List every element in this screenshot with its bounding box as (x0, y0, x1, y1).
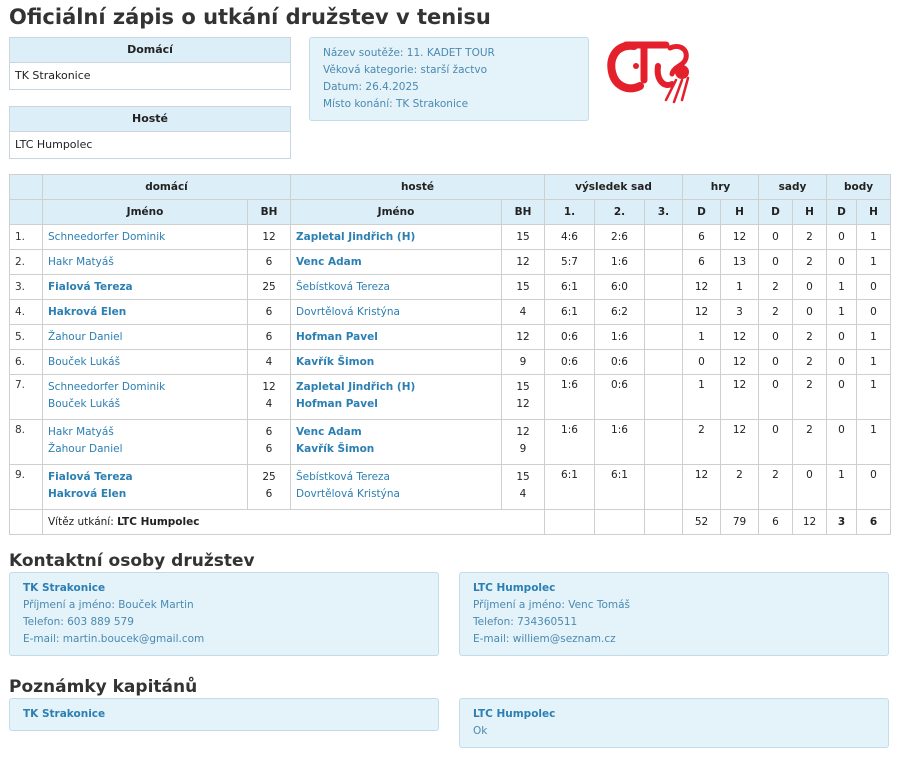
guest-players-cell (291, 225, 502, 250)
total-points-d: 3 (827, 510, 857, 535)
points-h: 1 (857, 325, 891, 350)
home-player-name: Fialová Tereza (48, 280, 133, 293)
points-h: 0 (857, 275, 891, 300)
row-number: 5. (10, 325, 43, 350)
sets-d: 0 (759, 325, 793, 350)
set3-score (645, 350, 683, 375)
home-player-name: Žahour Daniel (48, 443, 123, 455)
games-d: 12 (683, 275, 721, 300)
match-date: Datum: 26.4.2025 (323, 81, 419, 93)
set1-score: 1:6 (545, 375, 595, 420)
points-h: 1 (857, 225, 891, 250)
points-d: 1 (827, 300, 857, 325)
home-players-cell (43, 325, 248, 350)
guest-player-bh: 9 (519, 443, 527, 455)
home-bh-cell (248, 300, 291, 325)
home-players-cell (43, 275, 248, 300)
games-d: 1 (683, 375, 721, 420)
points-header: body (827, 175, 891, 200)
home-player-name: Hakrová Elen (48, 488, 127, 500)
guest-player-name: Dovrtělová Kristýna (296, 305, 400, 318)
games-d: 12 (683, 300, 721, 325)
set2-score: 6:2 (595, 300, 645, 325)
winner-label: Vítěz utkání: (48, 516, 114, 528)
guest-players-cell (291, 275, 502, 300)
sets-d: 0 (759, 225, 793, 250)
guest-player-name: Hofman Pavel (296, 330, 378, 343)
match-results-table (9, 174, 891, 535)
row-number: 6. (10, 350, 43, 375)
guest-player-name: Zapletal Jindřich (H) (296, 381, 416, 393)
sets-h: 2 (793, 350, 827, 375)
guest-player-bh: 4 (519, 488, 527, 500)
table-row (10, 275, 891, 300)
games-h: 12 (721, 375, 759, 420)
guest-player-bh: 9 (519, 355, 527, 368)
home-player-name: Hakrová Elen (48, 305, 127, 318)
set2-score: 1:6 (595, 420, 645, 465)
guest-player-bh: 12 (516, 255, 530, 268)
sets-h: 2 (793, 225, 827, 250)
home-bh-cell (248, 225, 291, 250)
guest-player-bh: 15 (516, 471, 530, 483)
home-player-bh: 6 (265, 443, 273, 455)
set1-score: 5:7 (545, 250, 595, 275)
home-player-bh: 6 (265, 488, 273, 500)
points-d: 1 (827, 275, 857, 300)
points-d: 0 (827, 225, 857, 250)
home-players-cell (43, 420, 248, 465)
sets-h: 2 (793, 325, 827, 350)
set1-score: 0:6 (545, 350, 595, 375)
guest-players-cell (291, 375, 502, 420)
home-bh-cell (248, 465, 291, 510)
guest-bh-cell (502, 465, 545, 510)
sets-d-header: D (759, 200, 793, 225)
points-d: 0 (827, 325, 857, 350)
home-players-cell (43, 350, 248, 375)
games-d: 2 (683, 420, 721, 465)
guest-player-bh: 4 (519, 305, 527, 318)
guest-player-name: Šebístková Tereza (296, 471, 390, 483)
guest-player-name: Venc Adam (296, 255, 362, 268)
table-row (10, 225, 891, 250)
set1-score: 0:6 (545, 325, 595, 350)
set2-score: 1:6 (595, 325, 645, 350)
guest-bh-cell (502, 350, 545, 375)
games-h: 12 (721, 325, 759, 350)
home-player-bh: 4 (265, 355, 273, 368)
row-number: 8. (10, 420, 43, 465)
home-notes-box (9, 698, 439, 731)
games-d: 1 (683, 325, 721, 350)
set3-score (645, 275, 683, 300)
set2-score: 0:6 (595, 350, 645, 375)
totals-blank (10, 510, 43, 535)
row-number: 3. (10, 275, 43, 300)
home-contact-team: TK Strakonice (23, 582, 106, 594)
home-team-header: Domácí (10, 38, 290, 63)
guest-team-box (9, 106, 291, 159)
sets-d: 0 (759, 250, 793, 275)
set1-score: 1:6 (545, 420, 595, 465)
home-bh-cell (248, 350, 291, 375)
table-row (10, 465, 891, 510)
home-players-cell (43, 465, 248, 510)
age-category: Věková kategorie: starší žactvo (323, 64, 488, 76)
sets-header: sady (759, 175, 827, 200)
total-games-h: 79 (721, 510, 759, 535)
contacts-title: Kontaktní osoby družstev (9, 551, 255, 571)
totals-row (10, 510, 891, 535)
home-players-cell (43, 300, 248, 325)
games-d: 6 (683, 250, 721, 275)
guest-bh-cell (502, 300, 545, 325)
home-team-box (9, 37, 291, 90)
winner-cell (43, 510, 545, 535)
corner-cell (10, 200, 43, 225)
row-number: 9. (10, 465, 43, 510)
guest-contact-email: E-mail: williem@seznam.cz (473, 633, 616, 645)
guest-player-bh: 15 (516, 381, 530, 393)
guest-bh-cell (502, 420, 545, 465)
guest-bh-cell (502, 375, 545, 420)
table-row (10, 420, 891, 465)
guest-bh-header: BH (502, 200, 545, 225)
sets-d: 0 (759, 375, 793, 420)
set3-score (645, 300, 683, 325)
guest-players-cell (291, 250, 502, 275)
set2-score: 1:6 (595, 250, 645, 275)
total-games-d: 52 (683, 510, 721, 535)
row-number: 2. (10, 250, 43, 275)
points-h: 0 (857, 465, 891, 510)
set1-score: 6:1 (545, 300, 595, 325)
guest-contact-team: LTC Humpolec (473, 582, 556, 594)
guest-player-bh: 12 (516, 330, 530, 343)
sets-h: 2 (793, 420, 827, 465)
points-d: 0 (827, 375, 857, 420)
set3-score (645, 225, 683, 250)
home-player-bh: 6 (265, 305, 273, 318)
set3-score (645, 375, 683, 420)
guest-players-cell (291, 465, 502, 510)
set2-header: 2. (595, 200, 645, 225)
match-venue: Místo konání: TK Strakonice (323, 98, 469, 110)
table-row (10, 325, 891, 350)
home-player-bh: 12 (262, 381, 276, 393)
points-h: 1 (857, 350, 891, 375)
guest-player-name: Venc Adam (296, 426, 362, 438)
games-d-header: D (683, 200, 721, 225)
sets-h: 0 (793, 300, 827, 325)
totals-blank (645, 510, 683, 535)
ctenis-logo (606, 36, 696, 104)
set3-score (645, 465, 683, 510)
winner-name: LTC Humpolec (117, 516, 200, 528)
table-row (10, 350, 891, 375)
sets-h: 2 (793, 375, 827, 420)
home-bh-cell (248, 375, 291, 420)
sets-result-header: výsledek sad (545, 175, 683, 200)
guest-player-bh: 12 (516, 398, 530, 410)
home-name-header: Jméno (43, 200, 248, 225)
games-h-header: H (721, 200, 759, 225)
home-player-name: Bouček Lukáš (48, 398, 121, 410)
sets-d: 2 (759, 465, 793, 510)
home-player-bh: 25 (262, 280, 276, 293)
home-bh-cell (248, 275, 291, 300)
guest-contact-box (459, 572, 889, 656)
competition-name: Název soutěže: 11. KADET TOUR (323, 47, 495, 59)
games-h: 1 (721, 275, 759, 300)
guest-bh-cell (502, 325, 545, 350)
home-players-cell (43, 375, 248, 420)
guest-notes-team: LTC Humpolec (473, 708, 556, 720)
home-player-bh: 6 (265, 426, 273, 438)
games-d: 12 (683, 465, 721, 510)
page-title: Oficiální zápis o utkání družstev v tenisu (9, 5, 491, 29)
totals-blank (595, 510, 645, 535)
sets-h-header: H (793, 200, 827, 225)
set1-score: 4:6 (545, 225, 595, 250)
points-h: 1 (857, 375, 891, 420)
notes-title: Poznámky kapitánů (9, 677, 198, 697)
games-h: 2 (721, 465, 759, 510)
set3-score (645, 250, 683, 275)
home-player-name: Hakr Matyáš (48, 255, 114, 268)
guest-player-name: Kavřík Šimon (296, 355, 375, 368)
guest-players-cell (291, 420, 502, 465)
games-d: 0 (683, 350, 721, 375)
row-number: 1. (10, 225, 43, 250)
home-group-header: domácí (43, 175, 291, 200)
home-bh-cell (248, 250, 291, 275)
games-h: 12 (721, 225, 759, 250)
guest-contact-phone: Telefon: 734360511 (473, 616, 578, 628)
sets-d: 2 (759, 300, 793, 325)
guest-bh-cell (502, 250, 545, 275)
sets-h: 2 (793, 250, 827, 275)
home-notes-team: TK Strakonice (23, 708, 106, 720)
totals-blank (545, 510, 595, 535)
corner-cell (10, 175, 43, 200)
guest-notes-box (459, 698, 889, 748)
guest-player-bh: 15 (516, 280, 530, 293)
sets-h: 0 (793, 275, 827, 300)
guest-bh-cell (502, 275, 545, 300)
sets-d: 2 (759, 275, 793, 300)
home-player-bh: 6 (265, 330, 273, 343)
guest-team-header: Hosté (10, 107, 290, 132)
home-player-name: Bouček Lukáš (48, 355, 121, 368)
games-d: 6 (683, 225, 721, 250)
home-contact-phone: Telefon: 603 889 579 (23, 616, 134, 628)
set3-header: 3. (645, 200, 683, 225)
games-header: hry (683, 175, 759, 200)
points-d: 0 (827, 250, 857, 275)
table-row (10, 375, 891, 420)
set2-score: 6:0 (595, 275, 645, 300)
table-row (10, 300, 891, 325)
home-bh-header: BH (248, 200, 291, 225)
total-sets-d: 6 (759, 510, 793, 535)
home-player-bh: 12 (262, 230, 276, 243)
points-d-header: D (827, 200, 857, 225)
guest-players-cell (291, 300, 502, 325)
home-player-name: Hakr Matyáš (48, 426, 114, 438)
guest-name-header: Jméno (291, 200, 502, 225)
guest-team-name: LTC Humpolec (15, 138, 93, 151)
sets-d: 0 (759, 350, 793, 375)
set2-score: 0:6 (595, 375, 645, 420)
total-points-h: 6 (857, 510, 891, 535)
guest-players-cell (291, 350, 502, 375)
points-h: 1 (857, 250, 891, 275)
home-player-name: Fialová Tereza (48, 471, 133, 483)
home-player-bh: 6 (265, 255, 273, 268)
home-players-cell (43, 225, 248, 250)
guest-player-bh: 15 (516, 230, 530, 243)
home-player-name: Schneedorfer Dominik (48, 230, 166, 243)
home-contact-name: Příjmení a jméno: Bouček Martin (23, 599, 194, 611)
row-number: 4. (10, 300, 43, 325)
guest-group-header: hosté (291, 175, 545, 200)
guest-player-name: Zapletal Jindřich (H) (296, 230, 416, 243)
guest-player-name: Dovrtělová Kristýna (296, 488, 400, 500)
set1-score: 6:1 (545, 465, 595, 510)
points-h: 0 (857, 300, 891, 325)
games-h: 13 (721, 250, 759, 275)
set3-score (645, 325, 683, 350)
games-h: 3 (721, 300, 759, 325)
set1-header: 1. (545, 200, 595, 225)
guest-player-name: Hofman Pavel (296, 398, 378, 410)
guest-player-name: Kavřík Šimon (296, 443, 375, 455)
points-h: 1 (857, 420, 891, 465)
guest-contact-name: Příjmení a jméno: Venc Tomáš (473, 599, 631, 611)
home-player-name: Žahour Daniel (48, 330, 123, 343)
guest-players-cell (291, 325, 502, 350)
home-contact-box (9, 572, 439, 656)
home-player-bh: 4 (265, 398, 273, 410)
games-h: 12 (721, 350, 759, 375)
home-contact-email: E-mail: martin.boucek@gmail.com (23, 633, 205, 645)
points-h-header: H (857, 200, 891, 225)
guest-player-name: Šebístková Tereza (296, 280, 390, 293)
home-team-name: TK Strakonice (15, 69, 91, 82)
games-h: 12 (721, 420, 759, 465)
set2-score: 6:1 (595, 465, 645, 510)
guest-bh-cell (502, 225, 545, 250)
set1-score: 6:1 (545, 275, 595, 300)
sets-d: 0 (759, 420, 793, 465)
points-d: 0 (827, 350, 857, 375)
sets-h: 0 (793, 465, 827, 510)
points-d: 0 (827, 420, 857, 465)
guest-notes-text: Ok (473, 725, 488, 737)
home-bh-cell (248, 325, 291, 350)
points-d: 1 (827, 465, 857, 510)
total-sets-h: 12 (793, 510, 827, 535)
set3-score (645, 420, 683, 465)
home-player-name: Schneedorfer Dominik (48, 381, 166, 393)
row-number: 7. (10, 375, 43, 420)
table-row (10, 250, 891, 275)
home-players-cell (43, 250, 248, 275)
guest-player-bh: 12 (516, 426, 530, 438)
match-info-box (309, 37, 589, 121)
home-player-bh: 25 (262, 471, 276, 483)
set2-score: 2:6 (595, 225, 645, 250)
home-bh-cell (248, 420, 291, 465)
